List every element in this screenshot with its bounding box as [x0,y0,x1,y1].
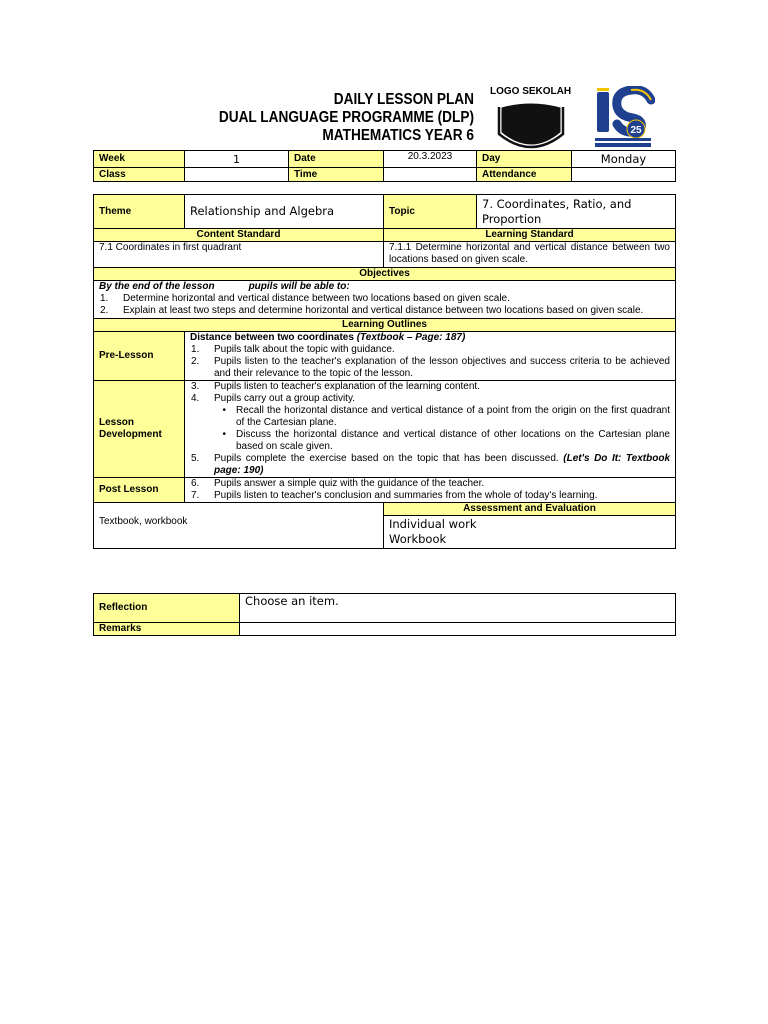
materials-value[interactable]: Textbook, workbook [94,516,384,549]
pre-lesson-label: Pre-Lesson [94,332,185,381]
date-value[interactable]: 20.3.2023 [384,151,477,168]
objective-item: 2. Explain at least two steps and determine horizontal and vertical distance between two locations based on given scale. [100,305,644,316]
class-label: Class [94,168,185,182]
post-lesson-item: 6. Pupils answer a simple quiz with the guidance of the teacher. [191,478,485,489]
info-table [93,150,676,182]
pre-lesson-item: 2. Pupils listen to the teacher's explanation of the lesson objectives and success criteria to be achieved and their relevance to the topic of the lesson. [191,356,670,379]
lesson-dev-item: 4. Pupils carry out a group activity. [191,393,355,404]
post-lesson-item: 7. Pupils listen to teacher's conclusion and summaries from the whole of today's learning. [191,490,598,501]
pre-lesson-heading: Distance between two coordinates (Textbook – Page: 187) [190,332,466,343]
reflection-label: Reflection [94,594,240,623]
objectives-intro-b: pupils will be able to: [248,281,350,292]
post-lesson-cell[interactable] [185,478,676,503]
title-dlp: DUAL LANGUAGE PROGRAMME (DLP) [218,109,474,126]
time-value[interactable] [384,168,477,182]
ministry-emblem-icon [593,86,655,150]
objectives-label: Objectives [94,268,676,281]
lesson-development-label: Lesson Development [94,381,185,478]
assessment-value-2: Workbook [389,532,447,546]
title-daily-lesson-plan: DAILY LESSON PLAN [333,91,474,108]
objectives-intro [99,281,670,293]
assessment-label: Assessment and Evaluation [384,503,676,516]
topic-label: Topic [384,195,477,229]
lesson-development-cell[interactable] [185,381,676,478]
reflection-table [93,593,676,636]
week-label: Week [94,151,185,168]
assessment-value-1: Individual work [389,517,477,531]
pre-lesson-item: 1. Pupils talk about the topic with guidance. [191,344,395,355]
week-value[interactable]: 1 [185,151,289,168]
content-standard-label: Content Standard [94,229,384,242]
day-label: Day [477,151,572,168]
objectives-cell[interactable] [94,281,676,319]
attendance-value[interactable] [572,168,676,182]
assessment-spacer [94,503,384,516]
objective-item: 1. Determine horizontal and vertical distance between two locations based on given scale. [100,293,510,304]
learning-standard-label: Learning Standard [384,229,676,242]
day-value[interactable]: Monday [572,151,676,168]
learning-outlines-label: Learning Outlines [94,319,676,332]
reflection-dropdown[interactable]: Choose an item. [240,594,676,623]
date-label: Date [289,151,384,168]
lesson-dev-item: 3. Pupils listen to teacher's explanation of the learning content. [191,381,480,392]
time-label: Time [289,168,384,182]
pre-lesson-cell[interactable] [185,332,676,381]
topic-value[interactable]: 7. Coordinates, Ratio, and Proportion [477,195,676,229]
learning-standard-value[interactable]: 7.1.1 Determine horizontal and vertical distance between two locations based on given scale. [384,242,676,268]
lesson-dev-bullet: • Discuss the horizontal distance and vertical distance of other locations on the Cartesian plane based on scale given. [222,429,670,452]
logo-label: LOGO SEKOLAH [490,86,572,97]
lesson-plan-table [93,194,676,549]
school-logo-shield-icon [497,102,565,150]
title-mathematics-year: MATHEMATICS YEAR 6 [322,127,474,144]
theme-label: Theme [94,195,185,229]
remarks-value[interactable] [240,623,676,636]
lesson-dev-bullet: • Recall the horizontal distance and vertical distance of a point from the origin on the first quadrant of the Cartesian plane. [222,405,670,428]
remarks-label: Remarks [94,623,240,636]
class-value[interactable] [185,168,289,182]
theme-value[interactable]: Relationship and Algebra [185,195,384,229]
post-lesson-label: Post Lesson [94,478,185,503]
content-standard-value[interactable]: 7.1 Coordinates in first quadrant [94,242,384,268]
lesson-dev-item: 5. Pupils complete the exercise based on the topic that has been discussed. (Let's Do It: Textbook page: 190) [191,453,671,476]
emblem-number: 25 [630,125,642,136]
attendance-label: Attendance [477,168,572,182]
assessment-value[interactable] [384,516,676,549]
objectives-intro-a: By the end of the lesson [99,281,215,292]
